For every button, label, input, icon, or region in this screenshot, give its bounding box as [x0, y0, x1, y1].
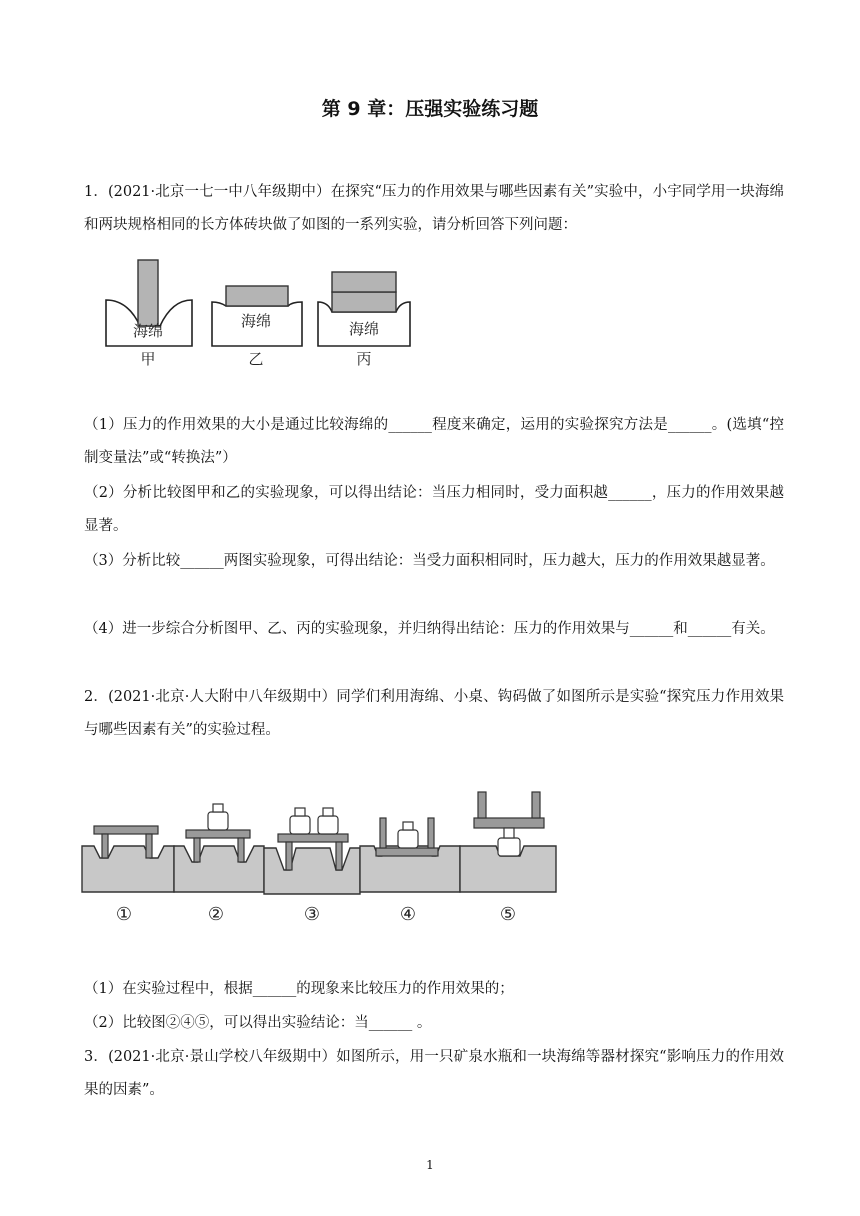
caption-5: ⑤: [499, 904, 517, 925]
question-1-stem: 1．(2021·北京一七一中八年级期中）在探究“压力的作用效果与哪些因素有关”实验中，小宇同学用一块海绵和两块规格相同的长方体砖块做了如图的一系列实验，请分析回答下列问题：: [84, 184, 784, 233]
question-2-stem: 2．(2021·北京·人大附中八年级期中）同学们利用海绵、小桌、钩码做了如图所示是实验“探究压力作用效果与哪些因素有关”的实验过程。: [84, 689, 784, 738]
brick-stack-top: [332, 272, 396, 292]
question-3-stem: 3．(2021·北京·景山学校八年级期中）如图所示，用一只矿泉水瓶和一块海绵等器材探究“影响压力的作用效果的因素”。: [84, 1049, 784, 1098]
q1-figure: [100, 254, 420, 370]
caption-3: ③: [303, 904, 321, 925]
caption-4: ④: [399, 904, 417, 925]
question-2-sub-1: （1）在实验过程中，根据______的现象来比较压力的作用效果的；: [84, 981, 514, 997]
question-1-sub-4: （4）进一步综合分析图甲、乙、丙的实验现象，并归纳得出结论：压力的作用效果与______和______有关。: [84, 621, 775, 637]
caption-1: ①: [115, 904, 133, 925]
question-1-sub-2: （2）分析比较图甲和乙的实验现象，可以得出结论：当压力相同时，受力面积越______，压力的作用效果越显著。: [84, 485, 784, 534]
q2-figure: [80, 788, 560, 930]
sponge-label-1: 海绵: [132, 322, 164, 340]
page-title: 第 9 章：压强实验练习题: [321, 98, 539, 120]
caption-yi: 乙: [248, 350, 264, 368]
caption-2: ②: [207, 904, 225, 925]
caption-bing: 丙: [356, 350, 372, 368]
brick-upright: [138, 260, 158, 326]
sponge-label-2: 海绵: [240, 312, 272, 330]
question-2-sub-2: （2）比较图②④⑤，可以得出实验结论：当______ 。: [84, 1015, 432, 1031]
caption-jia: 甲: [140, 350, 156, 368]
question-1-sub-1: （1）压力的作用效果的大小是通过比较海绵的______程度来确定，运用的实验探究方法是______。(选填“控制变量法”或“转换法”）: [84, 417, 784, 466]
sponge-label-3: 海绵: [348, 320, 380, 338]
brick-flat: [226, 286, 288, 306]
question-1-sub-3: （3）分析比较______两图实验现象，可得出结论：当受力面积相同时，压力越大，压力的作用效果越显著。: [84, 553, 775, 569]
page-number: 1: [426, 1158, 434, 1172]
brick-stack-bottom: [332, 292, 396, 312]
